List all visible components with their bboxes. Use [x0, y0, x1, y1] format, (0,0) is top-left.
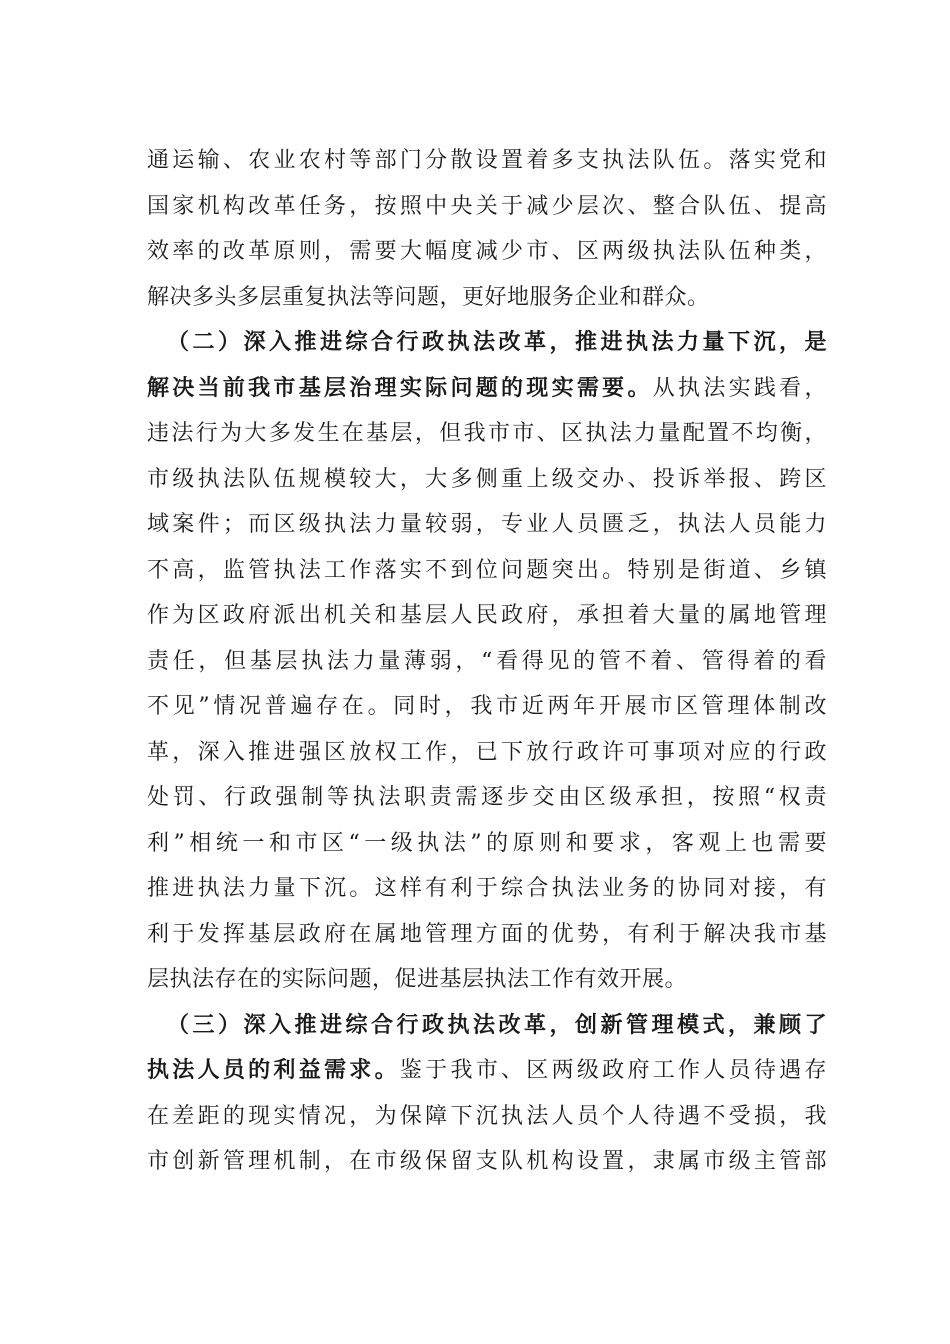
- text-line: 通运输、农业农村等部门分散设置着多支执法队伍。落实党和: [147, 148, 827, 173]
- text-line: 解决多头多层重复执法等问题，更好地服务企业和群众。: [147, 284, 710, 310]
- text-line: 作为区政府派出机关和基层人民政府，承担着大量的属地管理: [147, 603, 827, 628]
- text-line: 利”相统一和市区“一级执法”的原则和要求，客观上也需要: [147, 830, 827, 856]
- text-line: [147, 1048, 827, 1094]
- text-line: 革，深入推进强区放权工作，已下放行政许可事项对应的行政: [147, 739, 827, 765]
- text-line: 责任，但基层执法力量薄弱，“看得见的管不着、管得着的看: [147, 648, 827, 674]
- section-heading-2: （二）深入推进综合行政执法改革，推进执法力量下沉，是: [167, 329, 827, 355]
- paragraph-2: [147, 320, 827, 1003]
- text-line: 利于发挥基层政府在属地管理方面的优势，有利于解决我市基: [147, 921, 827, 947]
- paragraph-3: [147, 1003, 827, 1185]
- section-heading-3: （三）深入推进综合行政执法改革，创新管理模式，兼顾了: [167, 1011, 827, 1038]
- text-line: 推进执法力量下沉。这样有利于综合执法业务的协同对接，有: [147, 876, 827, 901]
- text-line: [147, 366, 827, 412]
- text-line: 不高，监管执法工作落实不到位问题突出。特别是街道、乡镇: [147, 557, 827, 583]
- paragraph-1: [147, 138, 827, 320]
- body-text-start: 鉴于我市、区两级政府工作人员待遇存: [399, 1058, 827, 1083]
- text-line: 在差距的现实情况，为保障下沉执法人员个人待遇不受损，我: [147, 1103, 827, 1129]
- text-line: 处罚、行政强制等执法职责需逐步交由区级承担，按照“权责: [147, 785, 827, 810]
- section-heading-3-end: 执法人员的利益需求。: [147, 1057, 400, 1083]
- text-line: 不见”情况普遍存在。同时，我市近两年开展市区管理体制改: [147, 694, 827, 719]
- text-line: 效率的改革原则，需要大幅度减少市、区两级执法队伍种类，: [147, 239, 827, 264]
- text-line: 层执法存在的实际问题，促进基层执法工作有效开展。: [147, 967, 688, 992]
- section-heading-2-end: 解决当前我市基层治理实际问题的现实需要。: [147, 374, 653, 401]
- text-line: 市创新管理机制，在市级保留支队机构设置，隶属市级主管部: [147, 1149, 827, 1174]
- text-line: 违法行为大多发生在基层，但我市市、区执法力量配置不均衡，: [147, 421, 827, 446]
- text-line: 域案件；而区级执法力量较弱，专业人员匮乏，执法人员能力: [147, 512, 827, 537]
- text-line: 国家机构改革任务，按照中央关于减少层次、整合队伍、提高: [147, 193, 827, 219]
- document-body: [147, 138, 827, 1185]
- body-text-start: 从执法实践看，: [652, 375, 827, 401]
- text-line: 市级执法队伍规模较大，大多侧重上级交办、投诉举报、跨区: [147, 466, 827, 492]
